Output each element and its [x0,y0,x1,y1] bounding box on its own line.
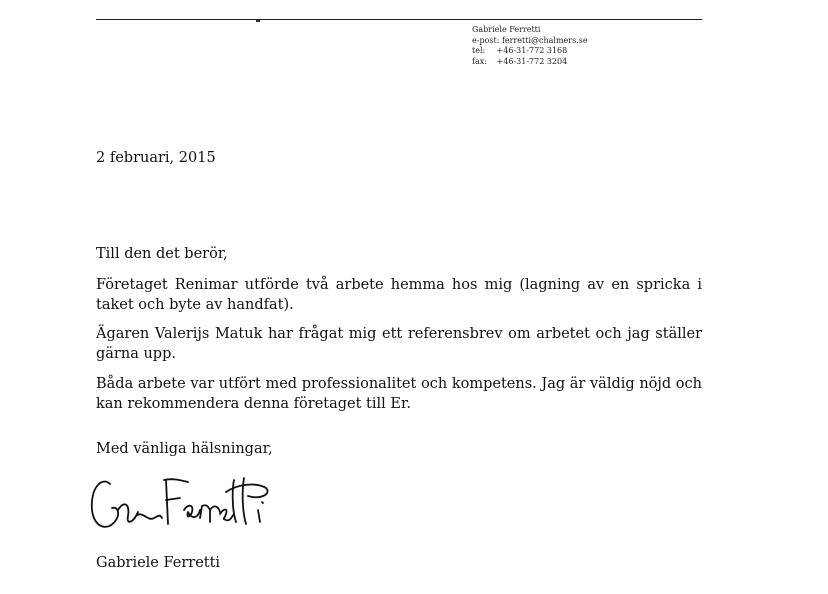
letterhead-contact [472,25,588,67]
email-value: ferretti@chalmers.se [501,35,588,45]
letterhead-name: Gabriele Ferretti [472,25,541,34]
fax-label: fax: [472,56,487,66]
salutation: Till den det berör, [96,246,228,262]
tel-label: tel: [472,46,486,55]
signer-name: Gabriele Ferretti [96,555,221,571]
letterhead-tel-line [472,46,588,57]
tel-value: +46-31-772 3168 [496,46,568,55]
header-rule-mark [256,20,260,22]
email-label: e-post: [472,35,500,45]
paragraph-3: Båda arbete var utfört med professionalitet och kompetens. Jag är väldig nöjd och kan rekommendera denna företaget till Er. [96,376,702,412]
letterhead-email-line [472,36,588,47]
paragraph-1: Företaget Renimar utförde två arbete hemma hos mig (lagning av en spricka i taket och byte av handfat). [96,277,702,313]
closing: Med vänliga hälsningar, [96,441,273,457]
letter-date: 2 februari, 2015 [96,150,216,166]
fax-value: +46-31-772 3204 [496,56,568,66]
header-rule [96,19,702,20]
paragraph-2: Ägaren Valerijs Matuk har frågat mig ett referensbrev om arbetet och jag ställer gärna upp. [96,326,702,362]
letterhead-fax-line [472,57,588,68]
handwritten-signature [88,470,278,540]
